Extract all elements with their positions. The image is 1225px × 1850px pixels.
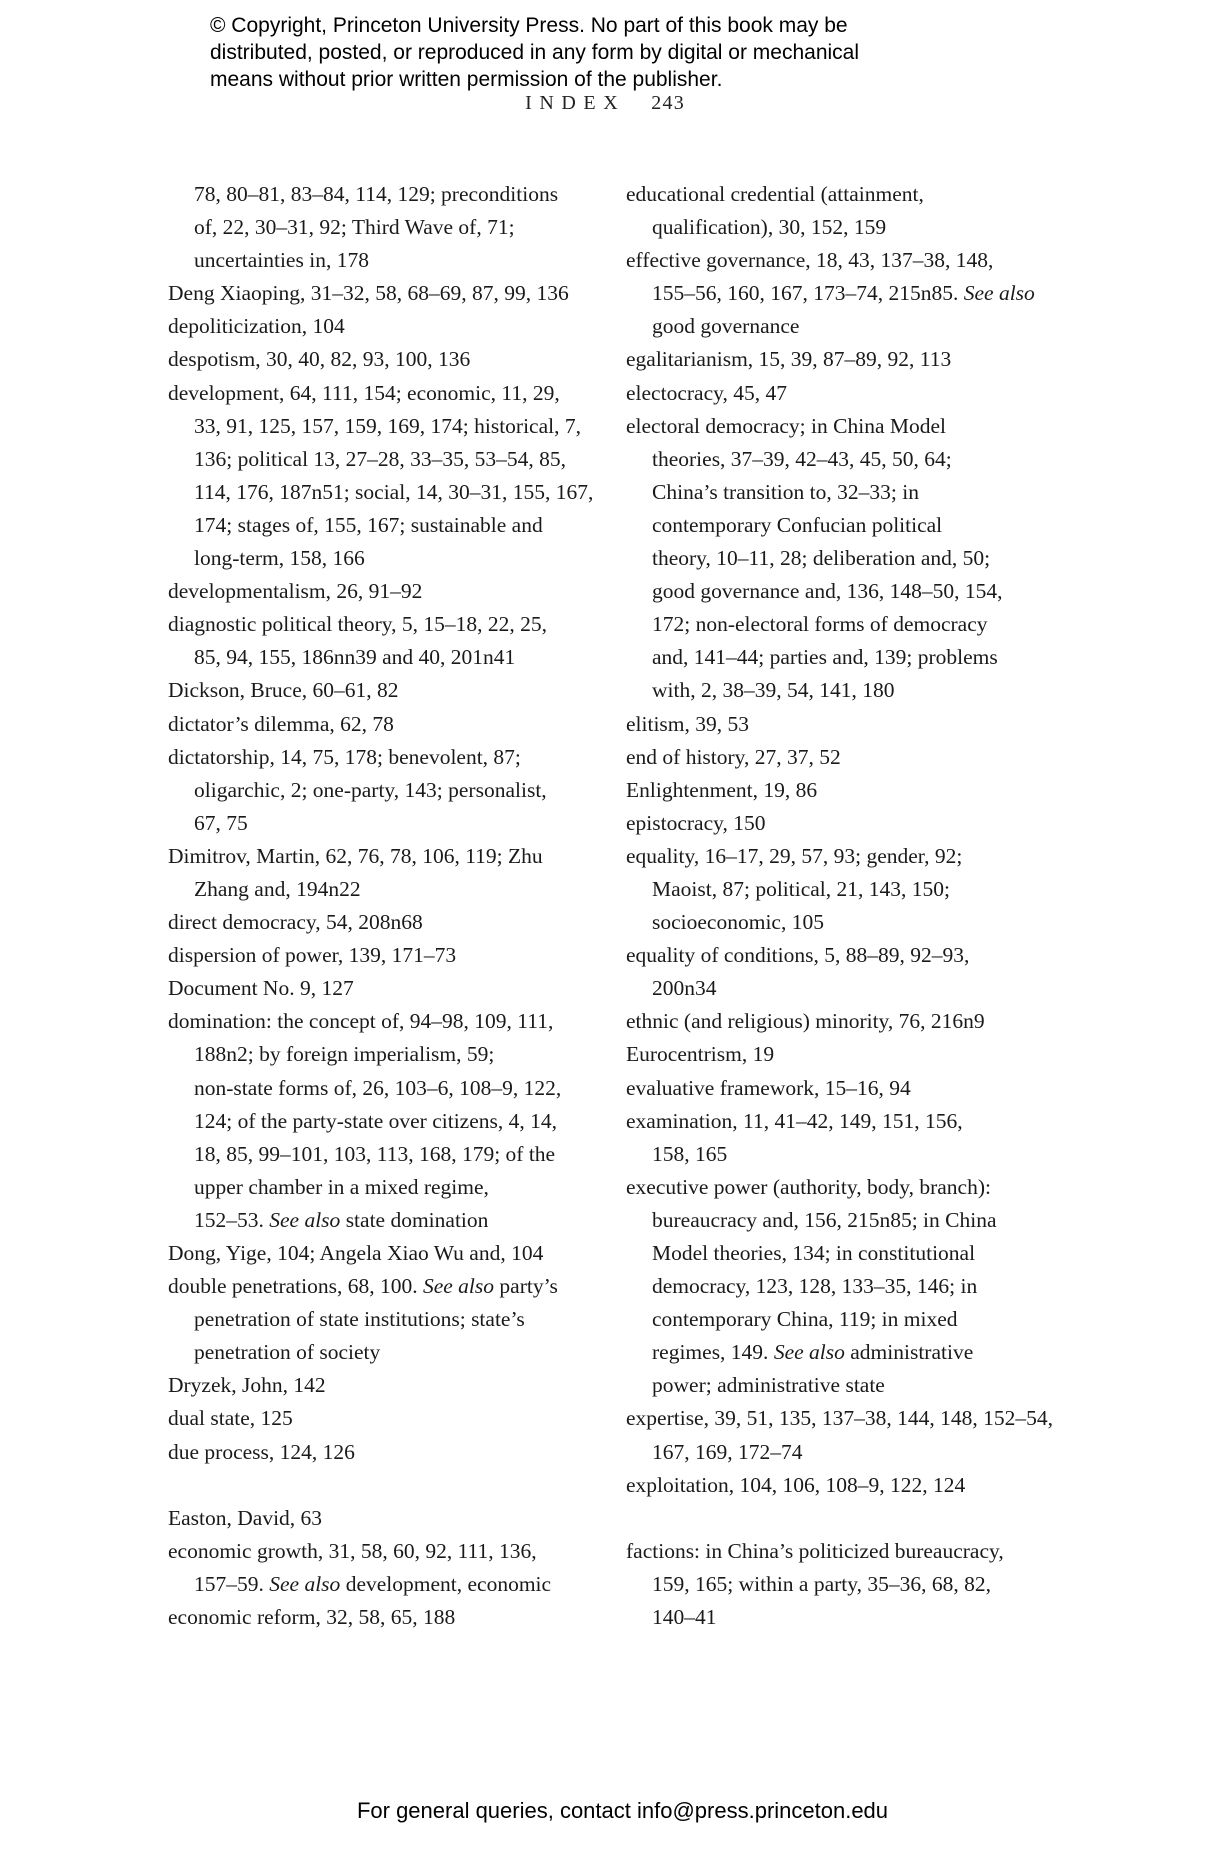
index-text: 18, 85, 99–101, 103, 113, 168, 179; of the (194, 1141, 556, 1166)
index-line (626, 641, 1101, 674)
index-line (626, 1568, 1101, 1601)
index-line (168, 641, 630, 674)
index-line (168, 1303, 630, 1336)
index-line (626, 509, 1101, 542)
index-text: direct democracy, 54, 208n68 (168, 910, 423, 935)
index-line (626, 807, 1101, 840)
index-line (626, 1138, 1101, 1171)
index-line (626, 1204, 1101, 1237)
index-text: 174; stages of, 155, 167; sustainable and (194, 512, 543, 537)
index-text: 188n2; by foreign imperialism, 59; (194, 1042, 495, 1067)
index-text: regimes, 149. (652, 1340, 774, 1365)
index-line (168, 1237, 630, 1270)
index-line (626, 575, 1101, 608)
index-line (626, 443, 1101, 476)
index-text: due process, 124, 126 (168, 1439, 355, 1464)
index-line (168, 1535, 630, 1568)
index-line (168, 1336, 630, 1369)
running-head (0, 92, 1210, 115)
index-text: elitism, 39, 53 (626, 711, 750, 736)
index-line (626, 1535, 1101, 1568)
index-line (626, 1072, 1101, 1105)
index-text: effective governance, 18, 43, 137–38, 148, (626, 248, 994, 273)
index-line (168, 1171, 630, 1204)
index-line (168, 377, 630, 410)
index-text: domination: the concept of, 94–98, 109, 111, (168, 1009, 554, 1034)
index-text: and, 141–44; parties and, 139; problems (652, 645, 998, 670)
index-text: Deng Xiaoping, 31–32, 58, 68–69, 87, 99, 136 (168, 281, 569, 306)
index-line (168, 542, 630, 575)
index-text: with, 2, 38–39, 54, 141, 180 (652, 678, 895, 703)
index-line (626, 1237, 1101, 1270)
index-line (168, 741, 630, 774)
index-text: qualification), 30, 152, 159 (652, 215, 887, 240)
index-line (626, 840, 1101, 873)
index-line (168, 906, 630, 939)
index-line (626, 1469, 1101, 1502)
index-line (626, 343, 1101, 376)
index-line (626, 244, 1101, 277)
index-line (168, 1436, 630, 1469)
index-text: 124; of the party-state over citizens, 4, 14, (194, 1108, 558, 1133)
index-text: epistocracy, 150 (626, 810, 766, 835)
index-line (168, 575, 630, 608)
index-line (626, 1105, 1101, 1138)
index-text: dictatorship, 14, 75, 178; benevolent, 87; (168, 744, 521, 769)
see-also-reference: See also (422, 1274, 495, 1299)
index-line (626, 1005, 1101, 1038)
index-line (168, 476, 630, 509)
copyright-line: means without prior written permission of the publisher. (210, 68, 723, 91)
index-line (168, 410, 630, 443)
index-text: 167, 169, 172–74 (652, 1439, 803, 1464)
index-text: 200n34 (652, 976, 717, 1001)
index-line (626, 1171, 1101, 1204)
index-line (626, 1601, 1101, 1634)
footer-contact-text: For general queries, contact info@press.princeton.edu (356, 1798, 889, 1823)
index-line (626, 674, 1101, 707)
index-line (626, 1369, 1101, 1402)
index-line (168, 310, 630, 343)
index-text: contemporary China, 119; in mixed (652, 1307, 958, 1332)
index-text: 172; non-electoral forms of democracy (652, 612, 988, 637)
index-section-break (626, 1502, 1101, 1535)
index-text: 157–59. (194, 1571, 270, 1596)
copyright-notice (210, 12, 859, 93)
index-text: of, 22, 30–31, 92; Third Wave of, 71; (194, 215, 515, 240)
index-line (626, 708, 1101, 741)
index-text: theory, 10–11, 28; deliberation and, 50; (652, 546, 991, 571)
index-text: 152–53. (194, 1207, 270, 1232)
index-text: economic growth, 31, 58, 60, 92, 111, 136, (168, 1538, 537, 1563)
index-text: development, 64, 111, 154; economic, 11, 29, (168, 380, 560, 405)
index-text: penetration of state institutions; state’s (194, 1307, 525, 1332)
page-number: 243 (651, 92, 685, 114)
index-text: power; administrative state (652, 1373, 885, 1398)
index-line (168, 443, 630, 476)
index-text: oligarchic, 2; one-party, 143; personalist, (194, 777, 547, 802)
index-text: dispersion of power, 139, 171–73 (168, 943, 457, 968)
index-line (168, 939, 630, 972)
index-text: Maoist, 87; political, 21, 143, 150; (652, 876, 950, 901)
index-line (168, 840, 630, 873)
index-text: end of history, 27, 37, 52 (626, 744, 841, 769)
index-text: dual state, 125 (168, 1406, 293, 1431)
index-text: party’s (494, 1274, 558, 1299)
index-line (626, 741, 1101, 774)
index-line (626, 1303, 1101, 1336)
index-text: 158, 165 (652, 1141, 728, 1166)
index-text: good governance and, 136, 148–50, 154, (652, 579, 1003, 604)
index-text: bureaucracy and, 156, 215n85; in China (652, 1207, 997, 1232)
index-text: examination, 11, 41–42, 149, 151, 156, (626, 1108, 963, 1133)
index-text: evaluative framework, 15–16, 94 (626, 1075, 911, 1100)
index-text: uncertainties in, 178 (194, 248, 369, 273)
index-line (626, 906, 1101, 939)
index-text: expertise, 39, 51, 135, 137–38, 144, 148, 152–54, (626, 1406, 1053, 1431)
index-text: China’s transition to, 32–33; in (652, 479, 919, 504)
index-text: 155–56, 160, 167, 173–74, 215n85. (652, 281, 964, 306)
index-line (168, 1138, 630, 1171)
index-line (168, 1568, 630, 1601)
index-line (168, 244, 630, 277)
index-text: theories, 37–39, 42–43, 45, 50, 64; (652, 446, 952, 471)
index-line (168, 277, 630, 310)
index-text: long-term, 158, 166 (194, 546, 365, 571)
index-line (626, 310, 1101, 343)
index-text: exploitation, 104, 106, 108–9, 122, 124 (626, 1472, 966, 1497)
index-line (168, 972, 630, 1005)
copyright-line: © Copyright, Princeton University Press. No part of this book may be (210, 14, 848, 37)
index-line (168, 1204, 630, 1237)
index-line (168, 1105, 630, 1138)
index-line (626, 277, 1101, 310)
index-title: INDEX (525, 92, 626, 114)
index-line (168, 708, 630, 741)
index-text: 140–41 (652, 1605, 717, 1630)
index-text: good governance (652, 314, 800, 339)
index-line (168, 1005, 630, 1038)
index-line (168, 509, 630, 542)
index-text: state domination (340, 1207, 489, 1232)
index-text: ethnic (and religious) minority, 76, 216n9 (626, 1009, 985, 1034)
index-line (168, 1402, 630, 1435)
copyright-line: distributed, posted, or reproduced in any form by digital or mechanical (210, 41, 860, 64)
index-line (168, 1038, 630, 1071)
index-line (168, 178, 630, 211)
index-line (168, 1601, 630, 1634)
index-text: administrative (844, 1340, 974, 1365)
see-also-reference: See also (269, 1207, 341, 1232)
index-line (168, 1072, 630, 1105)
index-text: developmentalism, 26, 91–92 (168, 579, 423, 604)
index-text: Model theories, 134; in constitutional (652, 1241, 976, 1265)
index-line (168, 1502, 630, 1535)
index-right-column (626, 178, 1101, 1634)
index-line (168, 343, 630, 376)
index-text: democracy, 123, 128, 133–35, 146; in (652, 1274, 978, 1299)
index-line (626, 1336, 1101, 1369)
index-text: depoliticization, 104 (168, 314, 345, 339)
index-text: 67, 75 (194, 810, 248, 835)
index-line (168, 807, 630, 840)
index-text: upper chamber in a mixed regime, (194, 1174, 489, 1199)
index-text: 78, 80–81, 83–84, 114, 129; preconditions (194, 182, 559, 206)
index-text: contemporary Confucian political (652, 512, 943, 537)
index-text: equality of conditions, 5, 88–89, 92–93, (626, 943, 970, 968)
see-also-reference: See also (773, 1340, 845, 1365)
index-line (626, 774, 1101, 807)
index-line (626, 873, 1101, 906)
see-also-reference: See also (963, 281, 1035, 306)
index-line (168, 774, 630, 807)
index-text: Document No. 9, 127 (168, 976, 354, 1001)
index-line (626, 1038, 1101, 1071)
index-text: economic reform, 32, 58, 65, 188 (168, 1605, 456, 1630)
index-text: non-state forms of, 26, 103–6, 108–9, 122, (194, 1075, 562, 1100)
index-line (168, 1270, 630, 1303)
index-text: 85, 94, 155, 186nn39 and 40, 201n41 (194, 645, 516, 670)
index-line (626, 608, 1101, 641)
index-text: dictator’s dilemma, 62, 78 (168, 711, 394, 736)
index-line (626, 211, 1101, 244)
index-text: Zhang and, 194n22 (194, 876, 361, 901)
index-text: development, economic (340, 1571, 552, 1596)
index-text: penetration of society (194, 1340, 381, 1365)
index-text: equality, 16–17, 29, 57, 93; gender, 92; (626, 843, 963, 868)
index-text: despotism, 30, 40, 82, 93, 100, 136 (168, 347, 471, 372)
index-line (626, 939, 1101, 972)
index-left-column (168, 178, 630, 1634)
index-text: diagnostic political theory, 5, 15–18, 22, 25, (168, 612, 547, 637)
index-line (626, 1270, 1101, 1303)
index-text: egalitarianism, 15, 39, 87–89, 92, 113 (626, 347, 952, 372)
see-also-reference: See also (269, 1571, 341, 1596)
index-line (626, 476, 1101, 509)
index-section-break (168, 1469, 630, 1502)
index-text: Easton, David, 63 (168, 1505, 323, 1530)
index-line (626, 542, 1101, 575)
index-text: factions: in China’s politicized bureaucracy, (626, 1538, 1004, 1563)
index-line (168, 674, 630, 707)
index-text: Eurocentrism, 19 (626, 1042, 775, 1067)
index-text: 33, 91, 125, 157, 159, 169, 174; historical, 7, (194, 413, 581, 438)
index-text: 114, 176, 187n51; social, 14, 30–31, 155, 167, (194, 479, 594, 504)
index-line (626, 178, 1101, 211)
index-text: executive power (authority, body, branch): (626, 1174, 991, 1199)
index-text: Dickson, Bruce, 60–61, 82 (168, 678, 399, 703)
index-line (168, 211, 630, 244)
index-line (626, 410, 1101, 443)
index-text: double penetrations, 68, 100. (168, 1274, 423, 1299)
index-text: electocracy, 45, 47 (626, 380, 787, 405)
index-text: Dimitrov, Martin, 62, 76, 78, 106, 119; Zhu (168, 843, 543, 868)
index-line (168, 873, 630, 906)
index-text: Dong, Yige, 104; Angela Xiao Wu and, 104 (168, 1241, 544, 1265)
index-text: Dryzek, John, 142 (168, 1373, 326, 1398)
index-text: 136; political 13, 27–28, 33–35, 53–54, 85, (194, 446, 567, 471)
index-line (168, 608, 630, 641)
index-text: socioeconomic, 105 (652, 910, 824, 935)
index-line (168, 1369, 630, 1402)
index-line (626, 377, 1101, 410)
index-text: 159, 165; within a party, 35–36, 68, 82, (652, 1571, 991, 1596)
index-text: Enlightenment, 19, 86 (626, 777, 818, 802)
index-text: electoral democracy; in China Model (626, 413, 946, 438)
index-text: educational credential (attainment, (626, 182, 924, 206)
index-line (626, 972, 1101, 1005)
index-line (626, 1436, 1101, 1469)
index-line (626, 1402, 1101, 1435)
